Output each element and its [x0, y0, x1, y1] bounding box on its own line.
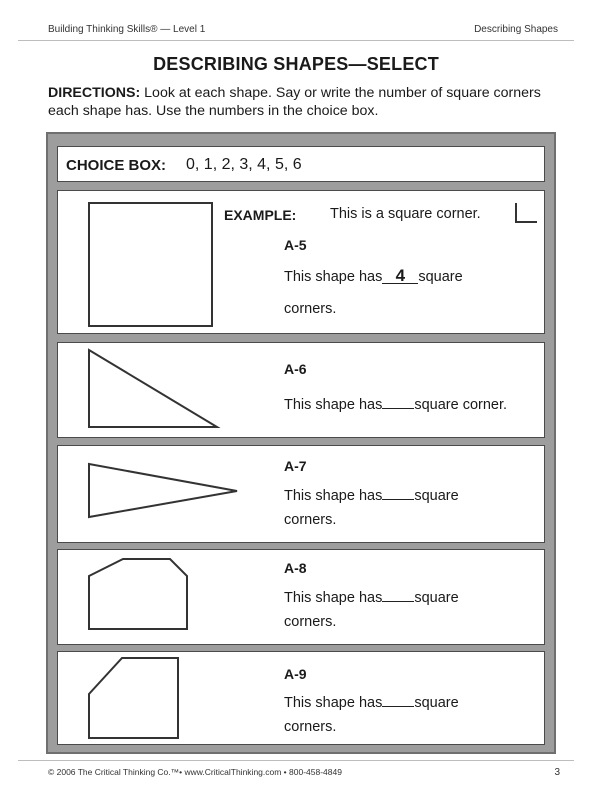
page-title: DESCRIBING SHAPES—SELECT: [153, 54, 439, 74]
directions-label: DIRECTIONS:: [48, 85, 141, 101]
item-sentence: [284, 692, 459, 711]
item-sentence: [284, 485, 459, 504]
sentence-suffix: square corner.: [414, 397, 508, 413]
sentence-prefix: This shape has: [284, 488, 383, 504]
sentence-line2: corners.: [284, 614, 337, 630]
pentagon-shape: [86, 556, 192, 634]
item-row-a7: [57, 445, 545, 543]
answer-blank[interactable]: [382, 485, 414, 500]
right-triangle-shape: [86, 347, 222, 435]
header-rule: [18, 40, 574, 41]
item-id: A-6: [284, 361, 307, 377]
sentence-prefix: This shape has: [284, 397, 383, 413]
cut-corner-square-shape: [86, 655, 182, 741]
item-row-a8: [57, 549, 545, 645]
sentence-suffix: square: [418, 269, 463, 285]
square-shape: [86, 201, 216, 331]
item-row-a9: [57, 651, 545, 745]
item-sentence: [284, 394, 507, 413]
sentence-suffix: square: [414, 488, 459, 504]
item-id: A-9: [284, 666, 307, 682]
answer-blank[interactable]: [382, 394, 414, 409]
sentence-line2: corners.: [284, 512, 337, 528]
sentence-prefix: This shape has: [284, 269, 383, 285]
item-sentence: [284, 266, 463, 285]
sentence-prefix: This shape has: [284, 590, 383, 606]
item-row-a6: [57, 342, 545, 438]
item-id: A-7: [284, 458, 307, 474]
answer-blank[interactable]: [382, 587, 414, 602]
item-row-a5: [57, 190, 545, 334]
item-id: A-5: [284, 237, 307, 253]
sentence-line2: corners.: [284, 719, 337, 735]
example-text: This is a square corner.: [330, 206, 481, 222]
sentence-line2: corners.: [284, 301, 337, 317]
sentence-prefix: This shape has: [284, 695, 383, 711]
footer-copyright: © 2006 The Critical Thinking Co.™• www.CriticalThinking.com • 800-458-4849: [48, 767, 342, 777]
square-corner-icon: [513, 201, 539, 225]
item-id: A-8: [284, 560, 307, 576]
directions-line1: Look at each shape. Say or write the number of square corners: [140, 85, 541, 101]
narrow-triangle-shape: [86, 460, 242, 522]
choice-box-numbers: 0, 1, 2, 3, 4, 5, 6: [186, 156, 302, 173]
answer-blank[interactable]: [382, 692, 414, 707]
header-right: Describing Shapes: [474, 24, 558, 35]
answer-blank[interactable]: 4: [382, 269, 418, 284]
choice-box: [57, 146, 545, 182]
item-sentence: [284, 587, 459, 606]
example-label: EXAMPLE:: [224, 207, 297, 223]
sentence-suffix: square: [414, 695, 459, 711]
directions: [48, 84, 568, 120]
choice-box-label: CHOICE BOX:: [66, 157, 167, 174]
directions-line2: each shape has. Use the numbers in the choice box.: [48, 103, 379, 119]
header-left: Building Thinking Skills® — Level 1: [48, 24, 206, 35]
footer-rule: [18, 760, 574, 761]
sentence-suffix: square: [414, 590, 459, 606]
page-number: 3: [554, 767, 560, 778]
